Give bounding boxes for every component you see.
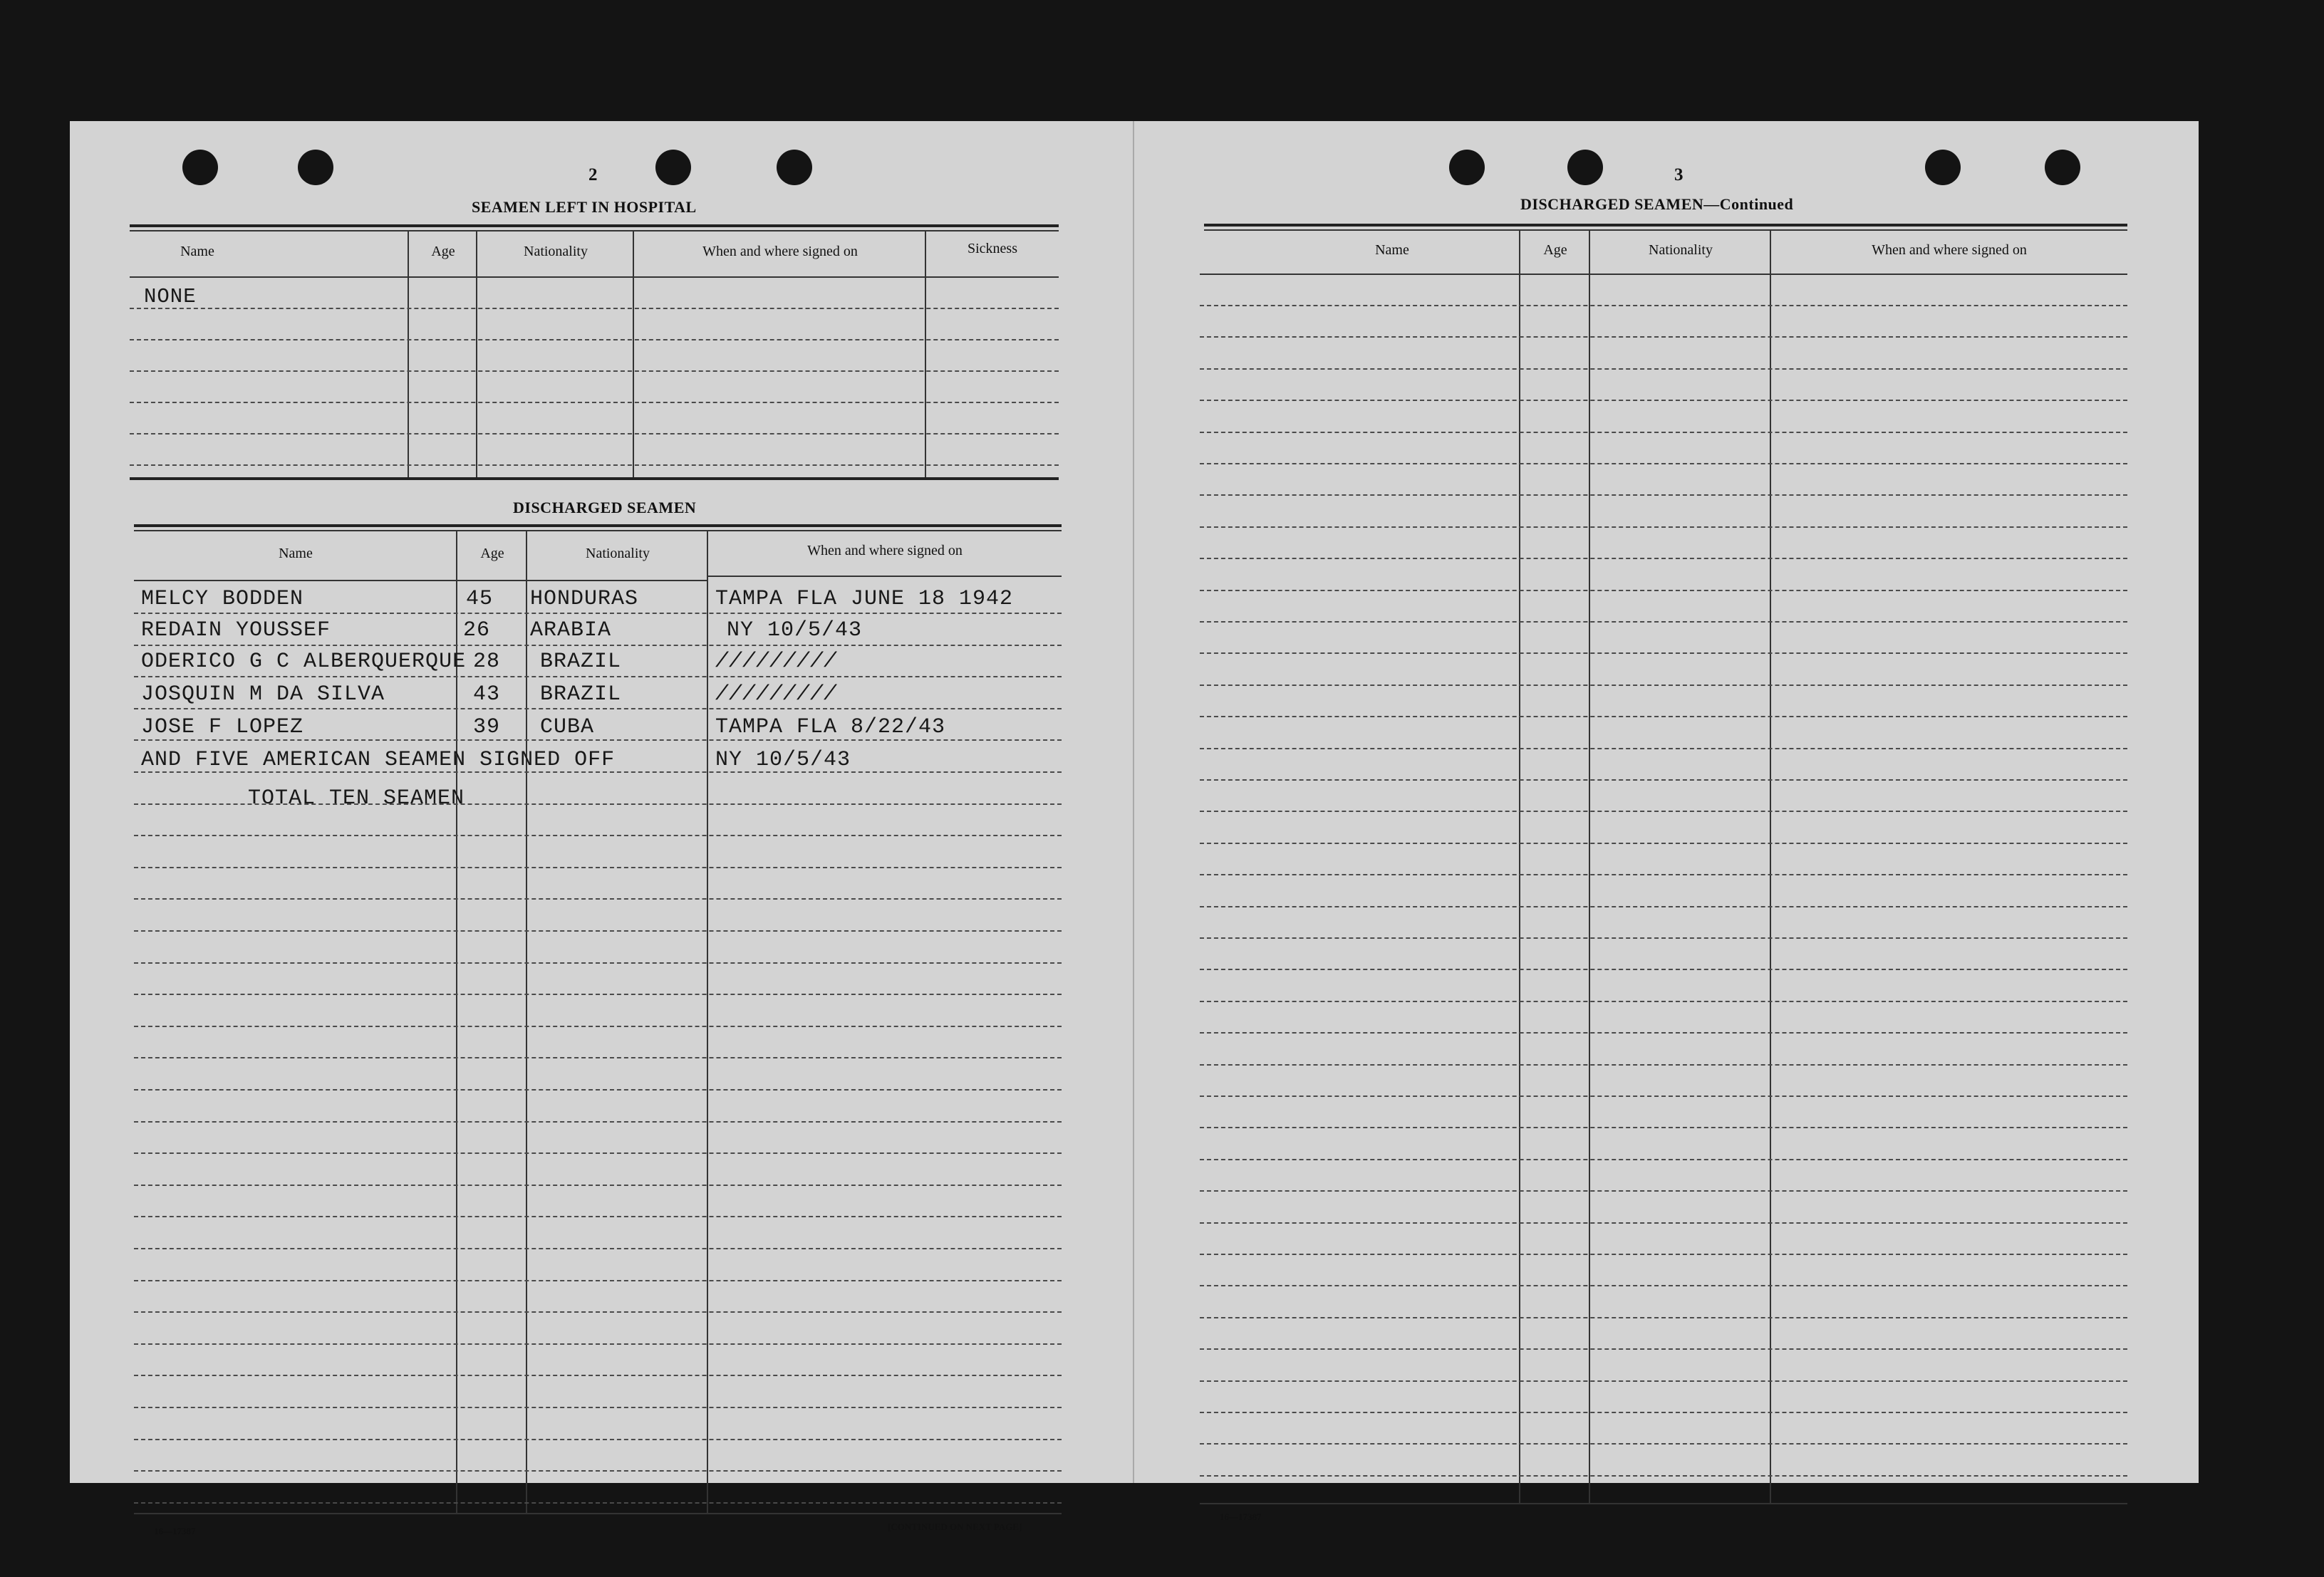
ruled-line — [134, 1216, 1062, 1217]
rule — [130, 276, 1059, 278]
right-page — [1134, 121, 2199, 1522]
ruled-line — [1200, 1380, 2127, 1382]
seaman-nationality: HONDURAS — [530, 587, 639, 611]
col-nationality: Nationality — [524, 244, 588, 259]
ruled-line — [1200, 1475, 2127, 1477]
col-when-where: When and where signed on — [807, 543, 963, 558]
rule — [134, 580, 708, 581]
seaman-nationality: ARABIA — [530, 618, 612, 642]
ruled-line — [1200, 558, 2127, 559]
ruled-line — [1200, 621, 2127, 623]
seaman-name: MELCY BODDEN — [141, 587, 304, 611]
seaman-name: JOSQUIN M DA SILVA — [141, 682, 385, 707]
continued-note: [CONTINUED ON NEXT PAGE] — [888, 1521, 1022, 1532]
col-divider — [476, 231, 477, 478]
ruled-line — [1200, 874, 2127, 875]
ruled-line — [1200, 494, 2127, 496]
ruled-line — [1200, 1254, 2127, 1255]
col-name: Name — [1375, 242, 1409, 258]
ruled-line — [1200, 1064, 2127, 1066]
rule — [1204, 229, 2127, 231]
col-divider — [925, 231, 926, 478]
ruled-line — [134, 930, 1062, 932]
ruled-line — [134, 613, 1062, 614]
col-divider — [456, 531, 457, 1514]
seaman-signed-on: ///////// — [715, 650, 838, 674]
ruled-line — [134, 1375, 1062, 1376]
seaman-name: ODERICO G C ALBERQUERQUE — [141, 650, 467, 674]
ruled-line — [134, 994, 1062, 995]
punch-hole — [182, 150, 218, 185]
ruled-line — [1200, 685, 2127, 686]
ruled-line — [134, 1311, 1062, 1313]
ruled-line — [1200, 906, 2127, 907]
ruled-line — [1200, 937, 2127, 939]
ruled-line — [134, 1026, 1062, 1027]
discharged-section-title: DISCHARGED SEAMEN — [513, 499, 697, 516]
punch-hole — [1449, 150, 1485, 185]
form-number: 16—17387 — [154, 1526, 196, 1536]
ruled-line — [130, 464, 1059, 466]
col-age: Age — [1543, 242, 1567, 258]
seaman-nationality: CUBA — [540, 715, 595, 739]
ruled-line — [1200, 463, 2127, 464]
page-number: 3 — [1674, 165, 1684, 184]
ruled-line — [1200, 969, 2127, 970]
seaman-nationality: BRAZIL — [540, 682, 622, 707]
rule — [708, 576, 1062, 577]
seaman-name: JOSE F LOPEZ — [141, 715, 304, 739]
rule — [1200, 274, 2127, 275]
rule — [1204, 224, 2127, 227]
col-sickness: Sickness — [968, 241, 1017, 256]
col-when-where: When and where signed on — [702, 244, 858, 259]
hospital-entry: NONE — [144, 285, 197, 308]
extra-line: AND FIVE AMERICAN SEAMEN SIGNED OFF — [141, 748, 616, 772]
col-divider — [526, 531, 527, 1514]
ruled-line — [1200, 590, 2127, 591]
rule — [134, 524, 1062, 527]
ruled-line — [130, 433, 1059, 434]
ruled-line — [134, 1407, 1062, 1408]
ruled-line — [1200, 1190, 2127, 1192]
col-nationality: Nationality — [586, 546, 650, 561]
ruled-line — [134, 739, 1062, 741]
col-age: Age — [431, 244, 455, 259]
ruled-line — [130, 339, 1059, 340]
col-name: Name — [279, 546, 313, 561]
ruled-line — [1200, 1001, 2127, 1002]
col-nationality: Nationality — [1649, 242, 1713, 258]
ruled-line — [134, 962, 1062, 964]
ruled-line — [134, 1470, 1062, 1472]
ruled-line — [1200, 652, 2127, 654]
seaman-signed-on: TAMPA FLA JUNE 18 1942 — [715, 587, 1014, 611]
punch-hole — [1925, 150, 1961, 185]
extra-signed-on: NY 10/5/43 — [715, 748, 851, 772]
ruled-line — [134, 1152, 1062, 1154]
ruled-line — [1200, 1412, 2127, 1413]
punch-hole — [1567, 150, 1603, 185]
rule — [1200, 1503, 2127, 1504]
total-line: TOTAL TEN SEAMEN — [248, 786, 465, 811]
ruled-line — [134, 1185, 1062, 1186]
seaman-age: 45 — [466, 587, 494, 611]
col-divider — [408, 231, 409, 478]
ruled-line — [134, 1057, 1062, 1058]
ruled-line — [1200, 748, 2127, 749]
ruled-line — [1200, 811, 2127, 812]
ruled-line — [1200, 1317, 2127, 1318]
form-number: 16—17387 — [1220, 1511, 1262, 1522]
ruled-line — [1200, 1127, 2127, 1128]
rule — [130, 224, 1059, 227]
ruled-line — [134, 835, 1062, 836]
ruled-line — [134, 645, 1062, 646]
ruled-line — [134, 676, 1062, 677]
ruled-line — [134, 1248, 1062, 1249]
seaman-age: 28 — [473, 650, 501, 674]
ruled-line — [1200, 305, 2127, 306]
ruled-line — [1200, 432, 2127, 433]
ruled-line — [1200, 716, 2127, 717]
rule — [130, 230, 1059, 231]
ruled-line — [134, 1439, 1062, 1440]
ruled-line — [1200, 1159, 2127, 1160]
punch-hole — [777, 150, 812, 185]
ruled-line — [130, 370, 1059, 372]
ruled-line — [130, 308, 1059, 309]
seaman-signed-on: ///////// — [715, 682, 838, 707]
left-page — [70, 121, 1133, 1536]
ruled-line — [1200, 336, 2127, 338]
ruled-line — [1200, 1032, 2127, 1034]
seaman-age: 39 — [473, 715, 501, 739]
col-when-where: When and where signed on — [1872, 242, 2027, 258]
page-number: 2 — [588, 165, 598, 184]
ruled-line — [1200, 526, 2127, 528]
col-divider — [707, 531, 708, 1514]
ruled-line — [1200, 368, 2127, 370]
seaman-name: REDAIN YOUSSEF — [141, 618, 331, 642]
seaman-age: 43 — [473, 682, 501, 707]
col-name: Name — [180, 244, 214, 259]
ruled-line — [1200, 400, 2127, 401]
hospital-section-title: SEAMEN LEFT IN HOSPITAL — [472, 198, 697, 216]
ruled-line — [134, 867, 1062, 868]
discharged-continued-title: DISCHARGED SEAMEN—Continued — [1520, 195, 1794, 213]
seaman-nationality: BRAZIL — [540, 650, 622, 674]
seaman-age: 26 — [463, 618, 491, 642]
ruled-line — [134, 1502, 1062, 1504]
seaman-signed-on: NY 10/5/43 — [727, 618, 863, 642]
col-age: Age — [480, 546, 504, 561]
ruled-line — [1200, 1222, 2127, 1224]
col-divider — [1770, 231, 1771, 1503]
rule — [134, 530, 1062, 531]
ruled-line — [1200, 779, 2127, 781]
punch-hole — [655, 150, 691, 185]
punch-hole — [298, 150, 333, 185]
punch-hole — [2045, 150, 2080, 185]
ruled-line — [1200, 1285, 2127, 1286]
ruled-line — [134, 1343, 1062, 1345]
ruled-line — [1200, 843, 2127, 844]
ruled-line — [1200, 1095, 2127, 1097]
col-divider — [633, 231, 634, 478]
ruled-line — [134, 898, 1062, 900]
col-divider — [1589, 231, 1590, 1503]
ruled-line — [1200, 1348, 2127, 1350]
ruled-line — [134, 1121, 1062, 1123]
seaman-signed-on: TAMPA FLA 8/22/43 — [715, 715, 946, 739]
ruled-line — [134, 1280, 1062, 1281]
ruled-line — [134, 708, 1062, 709]
rule — [130, 477, 1059, 480]
ruled-line — [1200, 1443, 2127, 1445]
ruled-line — [134, 1089, 1062, 1091]
ruled-line — [130, 402, 1059, 403]
rule — [134, 1513, 1062, 1514]
col-divider — [1519, 231, 1520, 1503]
